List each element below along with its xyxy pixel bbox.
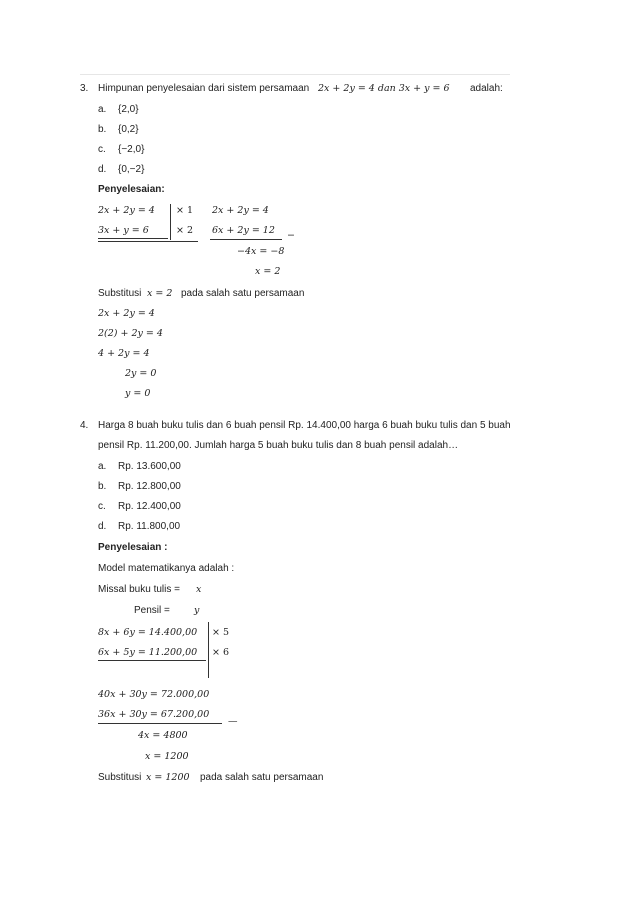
q3-elim-left-2: 3x + y = 6	[98, 225, 149, 236]
q3-solution-label: Penyelesaian:	[98, 184, 165, 195]
q3-option-d-letter: d.	[98, 164, 107, 175]
q3-equation: 2x + 2y = 4 dan 3x + y = 6	[318, 83, 450, 94]
q4-subst-a: Substitusi	[98, 772, 142, 783]
q4-solution-label: Penyelesaian :	[98, 542, 168, 553]
q4-misal-label: Missal buku tulis =	[98, 584, 180, 595]
q3-option-a-letter: a.	[98, 104, 107, 115]
q4-option-a-value: Rp. 13.600,00	[118, 461, 181, 472]
q4-option-c-letter: c.	[98, 501, 106, 512]
q4-option-b-letter: b.	[98, 481, 107, 492]
q4-option-a-letter: a.	[98, 461, 107, 472]
q4-multiplier-bar	[208, 622, 209, 678]
q4-pensil-var: y	[194, 605, 200, 616]
q3-minus-sign: −	[287, 230, 295, 241]
q3-subst-eq: x = 2	[147, 288, 173, 299]
q3-option-d-value: {0,−2}	[118, 164, 145, 175]
q3-number: 3.	[80, 83, 89, 94]
q3-subst-a: Substitusi	[98, 288, 142, 299]
q3-mult-1: × 1	[176, 205, 194, 216]
q3-step-3: 4 + 2y = 4	[98, 348, 150, 359]
q3-option-c-letter: c.	[98, 144, 106, 155]
q4-option-b-value: Rp. 12.800,00	[118, 481, 181, 492]
q3-elim-right-1: 2x + 2y = 4	[212, 205, 269, 216]
q4-elim-4: x = 1200	[145, 751, 189, 762]
q3-step-5: y = 0	[125, 388, 151, 399]
q3-step-2: 2(2) + 2y = 4	[98, 328, 163, 339]
q3-text-a: Himpunan penyelesaian dari sistem persamaan	[98, 83, 310, 94]
q4-minus-sign: —	[228, 716, 238, 727]
q4-mult-1: × 5	[212, 627, 230, 638]
q4-line-1: Harga 8 buah buku tulis dan 6 buah pensil Rp. 14.400,00 harga 6 buah buku tulis dan 5 buah	[98, 420, 511, 431]
q3-text-b: adalah:	[470, 83, 503, 94]
q3-option-c-value: {−2,0}	[118, 144, 145, 155]
q3-left-underline	[98, 238, 168, 239]
q3-subst-b: pada salah satu persamaan	[181, 288, 305, 299]
q4-eq-underline	[98, 660, 206, 661]
q3-right-underline	[210, 239, 282, 240]
q3-elim-right-2: 6x + 2y = 12	[212, 225, 275, 236]
q4-model-text: Model matematikanya adalah :	[98, 563, 235, 574]
q4-line-2: pensil Rp. 11.200,00. Jumlah harga 5 buah buku tulis dan 8 buah pensil adalah…	[98, 440, 459, 451]
q3-left-base-line	[98, 241, 198, 242]
q4-misal-var: x	[196, 584, 202, 595]
q4-eq-2: 6x + 5y = 11.200,00	[98, 647, 198, 658]
q4-number: 4.	[80, 420, 89, 431]
q3-step-1: 2x + 2y = 4	[98, 308, 155, 319]
q3-step-4: 2y = 0	[125, 368, 157, 379]
q4-eq-1: 8x + 6y = 14.400,00	[98, 627, 198, 638]
q3-mult-2: × 2	[176, 225, 194, 236]
q4-elim-underline	[98, 723, 222, 724]
q4-pensil-label: Pensil =	[134, 605, 170, 616]
q3-multiplier-bar	[170, 204, 171, 240]
page-top-rule	[80, 74, 510, 75]
q4-mult-2: × 6	[212, 647, 230, 658]
q3-elim-right-3: −4x = −8	[237, 246, 285, 257]
q3-elim-right-4: x = 2	[255, 266, 281, 277]
q4-option-d-value: Rp. 11.800,00	[118, 521, 181, 532]
q3-option-b-letter: b.	[98, 124, 107, 135]
q4-subst-eq: x = 1200	[146, 772, 190, 783]
q3-elim-left-1: 2x + 2y = 4	[98, 205, 155, 216]
q4-option-c-value: Rp. 12.400,00	[118, 501, 181, 512]
q4-elim-2: 36x + 30y = 67.200,00	[98, 709, 210, 720]
q4-elim-3: 4x = 4800	[138, 730, 188, 741]
q4-option-d-letter: d.	[98, 521, 107, 532]
q3-option-b-value: {0,2}	[118, 124, 139, 135]
q4-subst-b: pada salah satu persamaan	[200, 772, 324, 783]
q3-option-a-value: {2,0}	[118, 104, 139, 115]
q4-elim-1: 40x + 30y = 72.000,00	[98, 689, 210, 700]
